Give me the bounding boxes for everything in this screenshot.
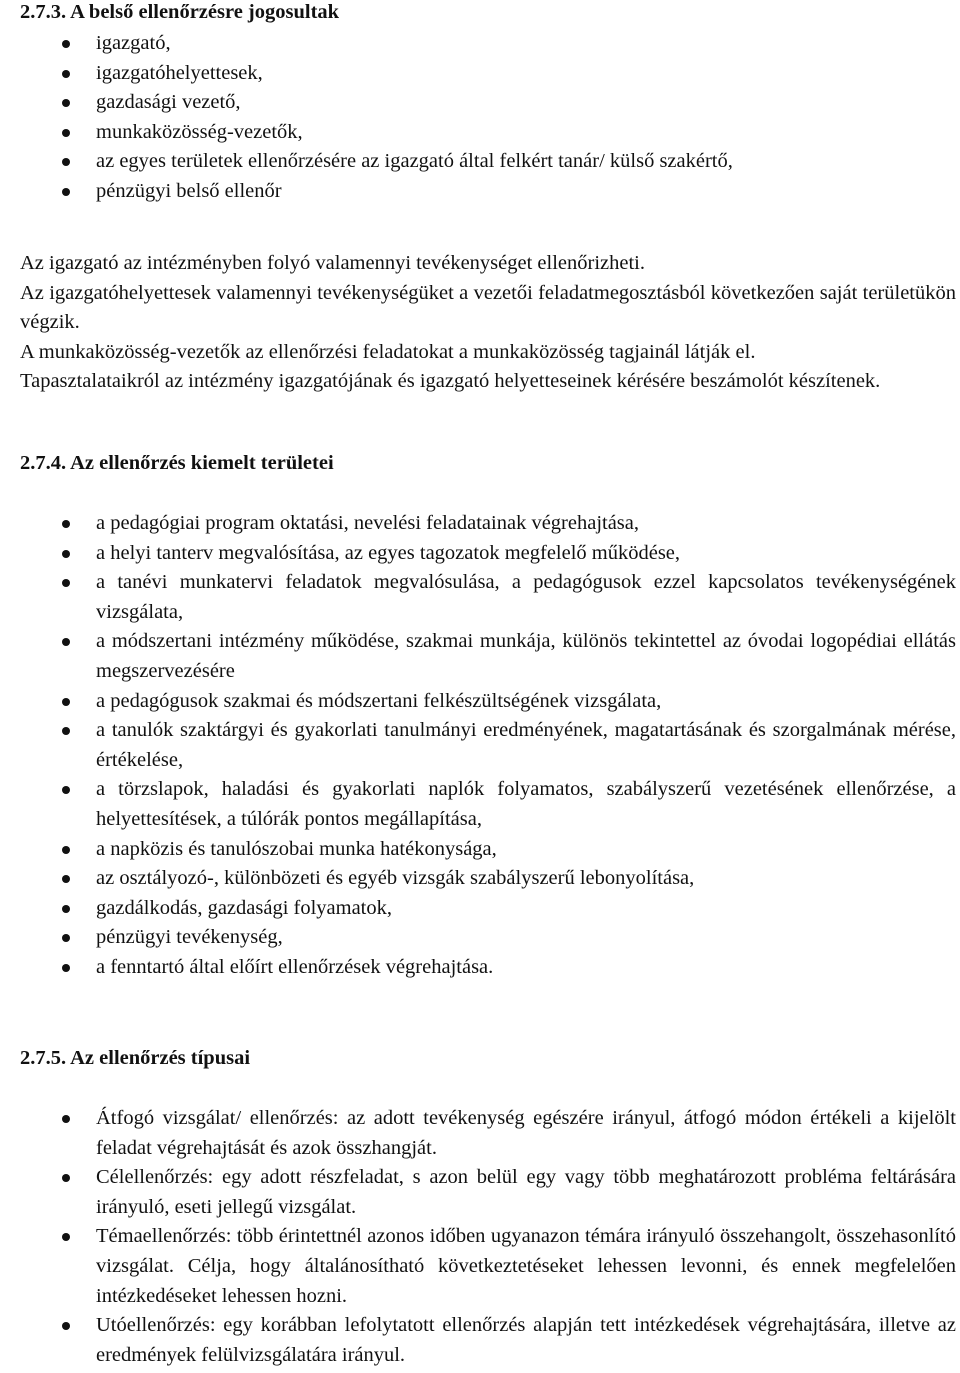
control-types-list xyxy=(0,1104,958,1370)
paragraph: Tapasztalataikról az intézmény igazgatójának és igazgató helyetteseinek kérésére beszámolót készítenek. xyxy=(20,370,881,393)
list-item: munkaközösség-vezetők, xyxy=(0,118,940,148)
list-item: a törzslapok, haladási és gyakorlati naplók folyamatos, szabályszerű vezetésének ellenőrzése, a helyettesítések, a túlórák pontos megállapítása, xyxy=(0,775,958,834)
paragraph: A munkaközösség-vezetők az ellenőrzési feladatokat a munkaközösség tagjainál látják el. xyxy=(20,340,756,363)
priority-areas-list xyxy=(0,509,958,983)
list-item: pénzügyi belső ellenőr xyxy=(0,177,940,207)
list-item: Átfogó vizsgálat/ ellenőrzés: az adott tevékenység egészére irányul, átfogó módon értékeli a kijelölt feladat végrehajtását és azok összhangját. xyxy=(0,1104,958,1163)
list-item: a pedagógusok szakmai és módszertani felkészültségének vizsgálata, xyxy=(0,687,958,717)
list-item: a módszertani intézmény működése, szakmai munkája, különös tekintettel az óvodai logopédiai ellátás megszervezésére xyxy=(0,627,958,686)
section-heading-jogosultak: 2.7.3. A belső ellenőrzésre jogosultak xyxy=(20,1,340,23)
list-item: gazdasági vezető, xyxy=(0,88,940,118)
paragraph: Az igazgató az intézményben folyó valamennyi tevékenységet ellenőrizheti. xyxy=(20,252,645,274)
list-item: a tanulók szaktárgyi és gyakorlati tanulmányi eredményének, magatartásának és szorgalmának mérése, értékelése, xyxy=(0,716,958,775)
list-item: pénzügyi tevékenység, xyxy=(0,923,958,953)
list-item: gazdálkodás, gazdasági folyamatok, xyxy=(0,894,958,924)
list-item: az osztályozó-, különbözeti és egyéb vizsgák szabályszerű lebonyolítása, xyxy=(0,864,958,894)
list-item: az egyes területek ellenőrzésére az igazgató által felkért tanár/ külső szakértő, xyxy=(0,147,940,177)
list-item: a tanévi munkatervi feladatok megvalósulása, a pedagógusok ezzel kapcsolatos tevékenységének vizsgálata, xyxy=(0,568,958,627)
list-item: a pedagógiai program oktatási, nevelési feladatainak végrehajtása, xyxy=(0,509,958,539)
list-item: a napközis és tanulószobai munka hatékonysága, xyxy=(0,835,958,865)
list-item: a fenntartó által előírt ellenőrzések végrehajtása. xyxy=(0,953,958,983)
responsibilities-text xyxy=(20,249,958,397)
section-heading-kiemelt-teruletek: 2.7.4. Az ellenőrzés kiemelt területei xyxy=(20,452,334,474)
list-item: Utóellenőrzés: egy korábban lefolytatott ellenőrzés alapján tett intézkedések végrehajtására, illetve az eredmények felülvizsgálatára irányul. xyxy=(0,1311,958,1370)
paragraph: Az igazgatóhelyettesek valamennyi tevékenységüket a vezetői feladatmegosztásból következően saját területükön végzik. xyxy=(20,281,956,334)
list-item: a helyi tanterv megvalósítása, az egyes tagozatok megfelelő működése, xyxy=(0,539,958,569)
section-heading-tipusok: 2.7.5. Az ellenőrzés típusai xyxy=(20,1047,251,1069)
list-item: Célellenőrzés: egy adott részfeladat, s azon belül egy vagy több meghatározott probléma feltárására irányuló, eseti jellegű vizsgálat. xyxy=(0,1163,958,1222)
list-item: Témaellenőrzés: több érintettnél azonos időben ugyanazon témára irányuló összehangolt, összehasonlító vizsgálat. Célja, hogy általánosítható következtetéseket lehessen levonni, és ennek megfelelően intézkedéseket lehessen hozni. xyxy=(0,1222,958,1311)
authorized-persons-list xyxy=(0,29,940,207)
list-item: igazgatóhelyettesek, xyxy=(0,59,940,89)
list-item: igazgató, xyxy=(0,29,940,59)
